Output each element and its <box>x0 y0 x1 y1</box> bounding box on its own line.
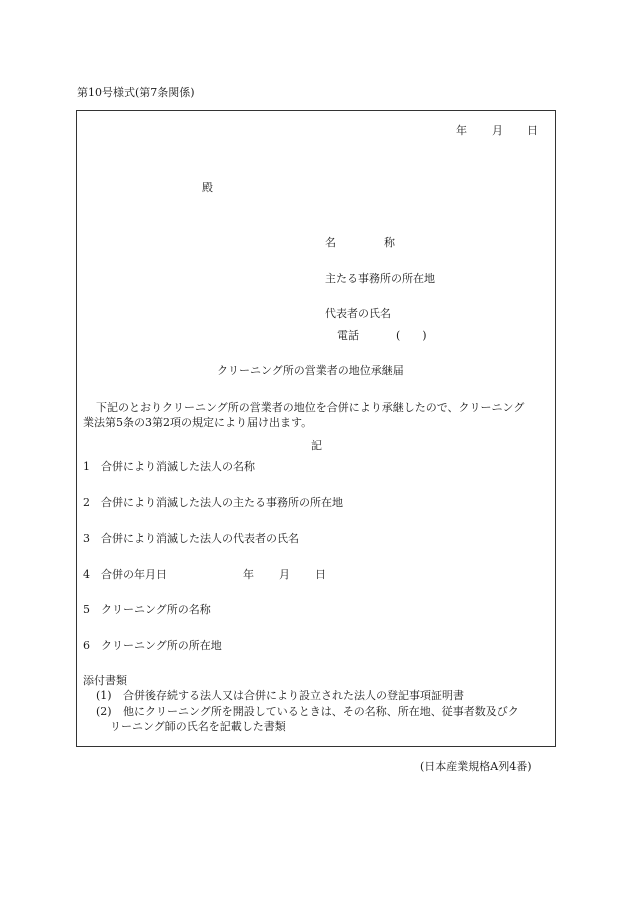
date-month-label: 月 <box>492 124 503 137</box>
attachment-number: (1) <box>96 689 112 702</box>
item-number: 1 <box>83 460 90 473</box>
footer-note: (日本産業規格A列4番) <box>420 760 532 773</box>
item-text: 合併により消滅した法人の主たる事務所の所在地 <box>101 496 343 509</box>
item-number: 5 <box>83 603 90 616</box>
name-label-2: 称 <box>384 236 395 249</box>
attachment-text: 合併後存続する法人又は合併により設立された法人の登記事項証明書 <box>123 689 464 702</box>
name-label-1: 名 <box>325 236 336 249</box>
item-text: クリーニング所の名称 <box>101 603 211 616</box>
office-label: 主たる事務所の所在地 <box>325 272 435 285</box>
item-number: 3 <box>83 532 90 545</box>
item-text: 合併の年月日 <box>101 568 167 581</box>
rep-label: 代表者の氏名 <box>325 307 391 320</box>
item4-day-label: 日 <box>315 568 326 581</box>
form-id: 第10号様式(第7条関係) <box>77 86 195 99</box>
document-title: クリーニング所の営業者の地位承継届 <box>217 364 404 377</box>
attachments-heading: 添付書類 <box>83 674 127 687</box>
item-number: 4 <box>83 568 90 581</box>
item-number: 2 <box>83 496 90 509</box>
item4-month-label: 月 <box>279 568 290 581</box>
attachment-number: (2) <box>96 705 112 718</box>
body-line-2: 業法第5条の3第2項の規定により届け出ます。 <box>83 416 313 429</box>
phone-label: 電話 <box>337 329 359 342</box>
item4-year-label: 年 <box>243 568 254 581</box>
attachment-text-continued: リーニング師の氏名を記載した書類 <box>110 720 286 733</box>
ki-label: 記 <box>311 439 322 452</box>
body-line-1: 下記のとおりクリーニング所の営業者の地位を合併により承継したので、クリーニング <box>96 401 525 414</box>
phone-parens: ( ) <box>396 329 427 342</box>
item-text: 合併により消滅した法人の代表者の氏名 <box>101 532 299 545</box>
attachment-text: 他にクリーニング所を開設しているときは、その名称、所在地、従事者数及びク <box>123 705 519 718</box>
item-number: 6 <box>83 639 90 652</box>
date-year-label: 年 <box>456 124 467 137</box>
item-text: 合併により消滅した法人の名称 <box>101 460 255 473</box>
date-day-label: 日 <box>527 124 538 137</box>
addressee-suffix: 殿 <box>202 181 213 194</box>
item-text: クリーニング所の所在地 <box>101 639 222 652</box>
